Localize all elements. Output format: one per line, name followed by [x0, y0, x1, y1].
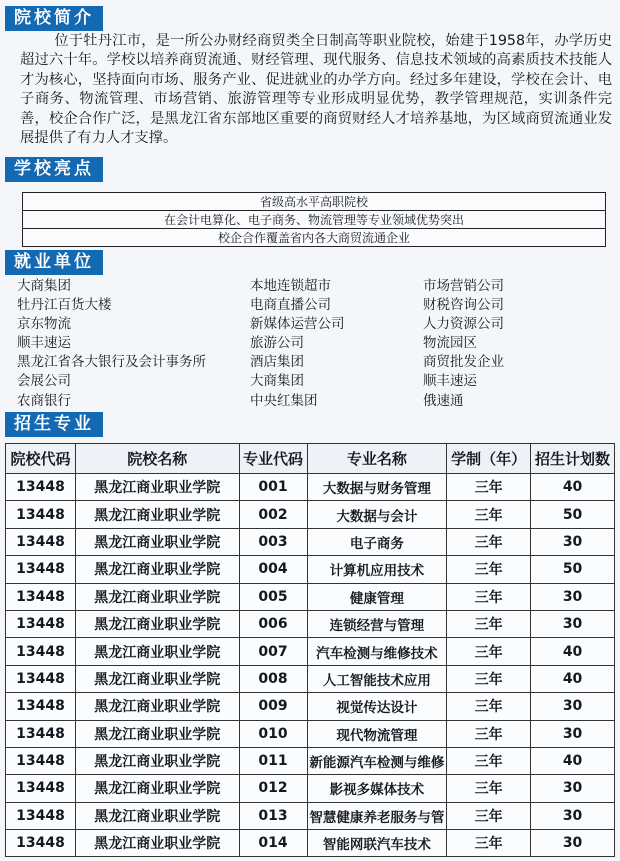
table-row: [6, 474, 615, 501]
duration-cell: 三年: [447, 474, 531, 501]
duration-cell: 三年: [447, 528, 531, 555]
duration-cell: 三年: [447, 693, 531, 720]
employers-section-title: 就业单位: [5, 250, 101, 275]
employer-item: 顺丰速运: [423, 373, 477, 390]
duration-cell: 三年: [447, 802, 531, 829]
major-name-cell: 电子商务: [307, 528, 447, 555]
employer-item: 顺丰速运: [17, 335, 71, 352]
table-row: [6, 556, 615, 583]
major-code-cell: 012: [239, 775, 307, 802]
major-code-cell: 011: [239, 747, 307, 774]
school-name-cell: 黑龙江商业职业学院: [75, 693, 239, 720]
header-school-code: 院校代码: [6, 444, 76, 474]
major-code-cell: 013: [239, 802, 307, 829]
duration-cell: 三年: [447, 747, 531, 774]
enrollment-plan-cell: 30: [531, 583, 615, 610]
table-row: [6, 583, 615, 610]
school-name-cell: 黑龙江商业职业学院: [75, 775, 239, 802]
employer-item: 中央红集团: [250, 392, 318, 409]
major-name-cell: 人工智能技术应用: [307, 665, 447, 692]
header-duration: 学制（年）: [447, 444, 531, 474]
table-row: [6, 693, 615, 720]
header-school-name: 院校名称: [75, 444, 239, 474]
enrollment-plan-cell: 50: [531, 501, 615, 528]
enrollment-plan-cell: 40: [531, 474, 615, 501]
school-name-cell: 黑龙江商业职业学院: [75, 583, 239, 610]
table-row: [6, 802, 615, 829]
table-row: [6, 501, 615, 528]
enrollment-plan-cell: 30: [531, 693, 615, 720]
employer-column: [250, 277, 345, 411]
employer-item: 会展公司: [17, 373, 71, 390]
employer-item: 黑龙江省各大银行及会计事务所: [17, 354, 206, 371]
table-row: [6, 775, 615, 802]
duration-cell: 三年: [447, 583, 531, 610]
school-code-cell: 13448: [6, 528, 76, 555]
duration-cell: 三年: [447, 775, 531, 802]
enrollment-plan-cell: 40: [531, 638, 615, 665]
duration-cell: 三年: [447, 665, 531, 692]
major-name-cell: 健康管理: [307, 583, 447, 610]
major-name-cell: 连锁经营与管理: [307, 610, 447, 637]
major-code-cell: 009: [239, 693, 307, 720]
major-code-cell: 006: [239, 610, 307, 637]
enrollment-plan-cell: 40: [531, 665, 615, 692]
employer-item: 商贸批发企业: [423, 354, 504, 371]
majors-section-title: 招生专业: [5, 412, 101, 437]
school-code-cell: 13448: [6, 638, 76, 665]
employer-item: 京东物流: [17, 316, 71, 333]
duration-cell: 三年: [447, 610, 531, 637]
school-code-cell: 13448: [6, 610, 76, 637]
header-major-code: 专业代码: [239, 444, 307, 474]
school-name-cell: 黑龙江商业职业学院: [75, 665, 239, 692]
major-code-cell: 005: [239, 583, 307, 610]
majors-table-header-row: [6, 444, 615, 474]
employer-item: 物流园区: [423, 335, 477, 352]
highlight-item: 校企合作覆盖省内各大商贸流通企业: [23, 229, 606, 247]
school-code-cell: 13448: [6, 583, 76, 610]
school-name-cell: 黑龙江商业职业学院: [75, 556, 239, 583]
enrollment-plan-cell: 30: [531, 720, 615, 747]
major-code-cell: 004: [239, 556, 307, 583]
table-row: [6, 747, 615, 774]
employer-item: 财税咨询公司: [423, 297, 504, 314]
school-code-cell: 13448: [6, 501, 76, 528]
employer-item: 农商银行: [17, 392, 71, 409]
duration-cell: 三年: [447, 638, 531, 665]
highlight-item: 在会计电算化、电子商务、物流管理等专业领域优势突出: [23, 211, 606, 229]
duration-cell: 三年: [447, 830, 531, 857]
employer-item: 本地连锁超市: [250, 278, 331, 294]
school-code-cell: 13448: [6, 802, 76, 829]
school-name-cell: 黑龙江商业职业学院: [75, 474, 239, 501]
major-code-cell: 008: [239, 665, 307, 692]
school-code-cell: 13448: [6, 775, 76, 802]
school-code-cell: 13448: [6, 720, 76, 747]
employer-item: 酒店集团: [250, 354, 304, 371]
school-name-cell: 黑龙江商业职业学院: [75, 747, 239, 774]
employer-item: 俄速通: [423, 392, 464, 409]
employer-item: 旅游公司: [250, 335, 304, 352]
duration-cell: 三年: [447, 556, 531, 583]
employer-item: 新媒体运营公司: [250, 316, 345, 333]
highlights-table: [22, 192, 606, 247]
enrollment-plan-cell: 30: [531, 610, 615, 637]
major-name-cell: 智能网联汽车技术: [307, 830, 447, 857]
employer-column: [423, 277, 504, 411]
enrollment-plan-cell: 30: [531, 802, 615, 829]
employer-item: 电商直播公司: [250, 297, 331, 314]
major-code-cell: 014: [239, 830, 307, 857]
table-row: [6, 830, 615, 857]
intro-section-title: 院校简介: [5, 6, 101, 31]
major-name-cell: 影视多媒体技术: [307, 775, 447, 802]
highlights-section-title: 学校亮点: [5, 157, 101, 182]
enrollment-plan-cell: 30: [531, 775, 615, 802]
highlight-item: 省级高水平高职院校: [23, 193, 606, 211]
major-name-cell: 大数据与会计: [307, 501, 447, 528]
table-row: [6, 610, 615, 637]
major-name-cell: 计算机应用技术: [307, 556, 447, 583]
enrollment-plan-cell: 50: [531, 556, 615, 583]
employer-item: 市场营销公司: [423, 278, 504, 294]
header-major-name: 专业名称: [307, 444, 447, 474]
employer-item: 大商集团: [17, 278, 71, 294]
school-code-cell: 13448: [6, 474, 76, 501]
major-code-cell: 010: [239, 720, 307, 747]
duration-cell: 三年: [447, 720, 531, 747]
duration-cell: 三年: [447, 501, 531, 528]
major-code-cell: 003: [239, 528, 307, 555]
school-code-cell: 13448: [6, 665, 76, 692]
employer-column: [17, 277, 206, 411]
school-code-cell: 13448: [6, 693, 76, 720]
enrollment-plan-cell: 30: [531, 830, 615, 857]
table-row: [6, 720, 615, 747]
header-enrollment-plan: 招生计划数: [531, 444, 615, 474]
major-code-cell: 007: [239, 638, 307, 665]
school-name-cell: 黑龙江商业职业学院: [75, 610, 239, 637]
intro-paragraph: 位于牡丹江市，是一所公办财经商贸类全日制高等职业院校，始建于1958年，办学历史超过六十年。学校以培养商贸流通、财经管理、现代服务、信息技术领域的高素质技术技能人才为核心，坚持面向市场、服务产业、促进就业的办学方向。经过多年建设，学校在会计、电子商务、物流管理、市场营销、旅游管理等专业形成明显优势，教学管理规范，实训条件完善，校企合作广泛，是黑龙江省东部地区重要的商贸财经人才培养基地，为区域商贸流通业发展提供了有力人才支撑。: [20, 33, 612, 147]
school-name-cell: 黑龙江商业职业学院: [75, 528, 239, 555]
major-name-cell: 视觉传达设计: [307, 693, 447, 720]
school-name-cell: 黑龙江商业职业学院: [75, 802, 239, 829]
school-code-cell: 13448: [6, 747, 76, 774]
table-row: [6, 528, 615, 555]
school-name-cell: 黑龙江商业职业学院: [75, 830, 239, 857]
employer-item: 大商集团: [250, 373, 304, 390]
major-name-cell: 新能源汽车检测与维修: [307, 747, 447, 774]
school-code-cell: 13448: [6, 556, 76, 583]
major-name-cell: 大数据与财务管理: [307, 474, 447, 501]
school-name-cell: 黑龙江商业职业学院: [75, 638, 239, 665]
major-code-cell: 001: [239, 474, 307, 501]
school-name-cell: 黑龙江商业职业学院: [75, 720, 239, 747]
employer-item: 人力资源公司: [423, 316, 504, 333]
school-code-cell: 13448: [6, 830, 76, 857]
table-row: [6, 638, 615, 665]
major-code-cell: 002: [239, 501, 307, 528]
major-name-cell: 汽车检测与维修技术: [307, 638, 447, 665]
employer-item: 牡丹江百货大楼: [17, 297, 112, 314]
school-name-cell: 黑龙江商业职业学院: [75, 501, 239, 528]
enrollment-plan-cell: 30: [531, 528, 615, 555]
intro-text-block: [20, 32, 612, 148]
enrollment-plan-cell: 40: [531, 747, 615, 774]
major-name-cell: 智慧健康养老服务与管: [307, 802, 447, 829]
major-name-cell: 现代物流管理: [307, 720, 447, 747]
table-row: [6, 665, 615, 692]
majors-table: [5, 443, 615, 857]
